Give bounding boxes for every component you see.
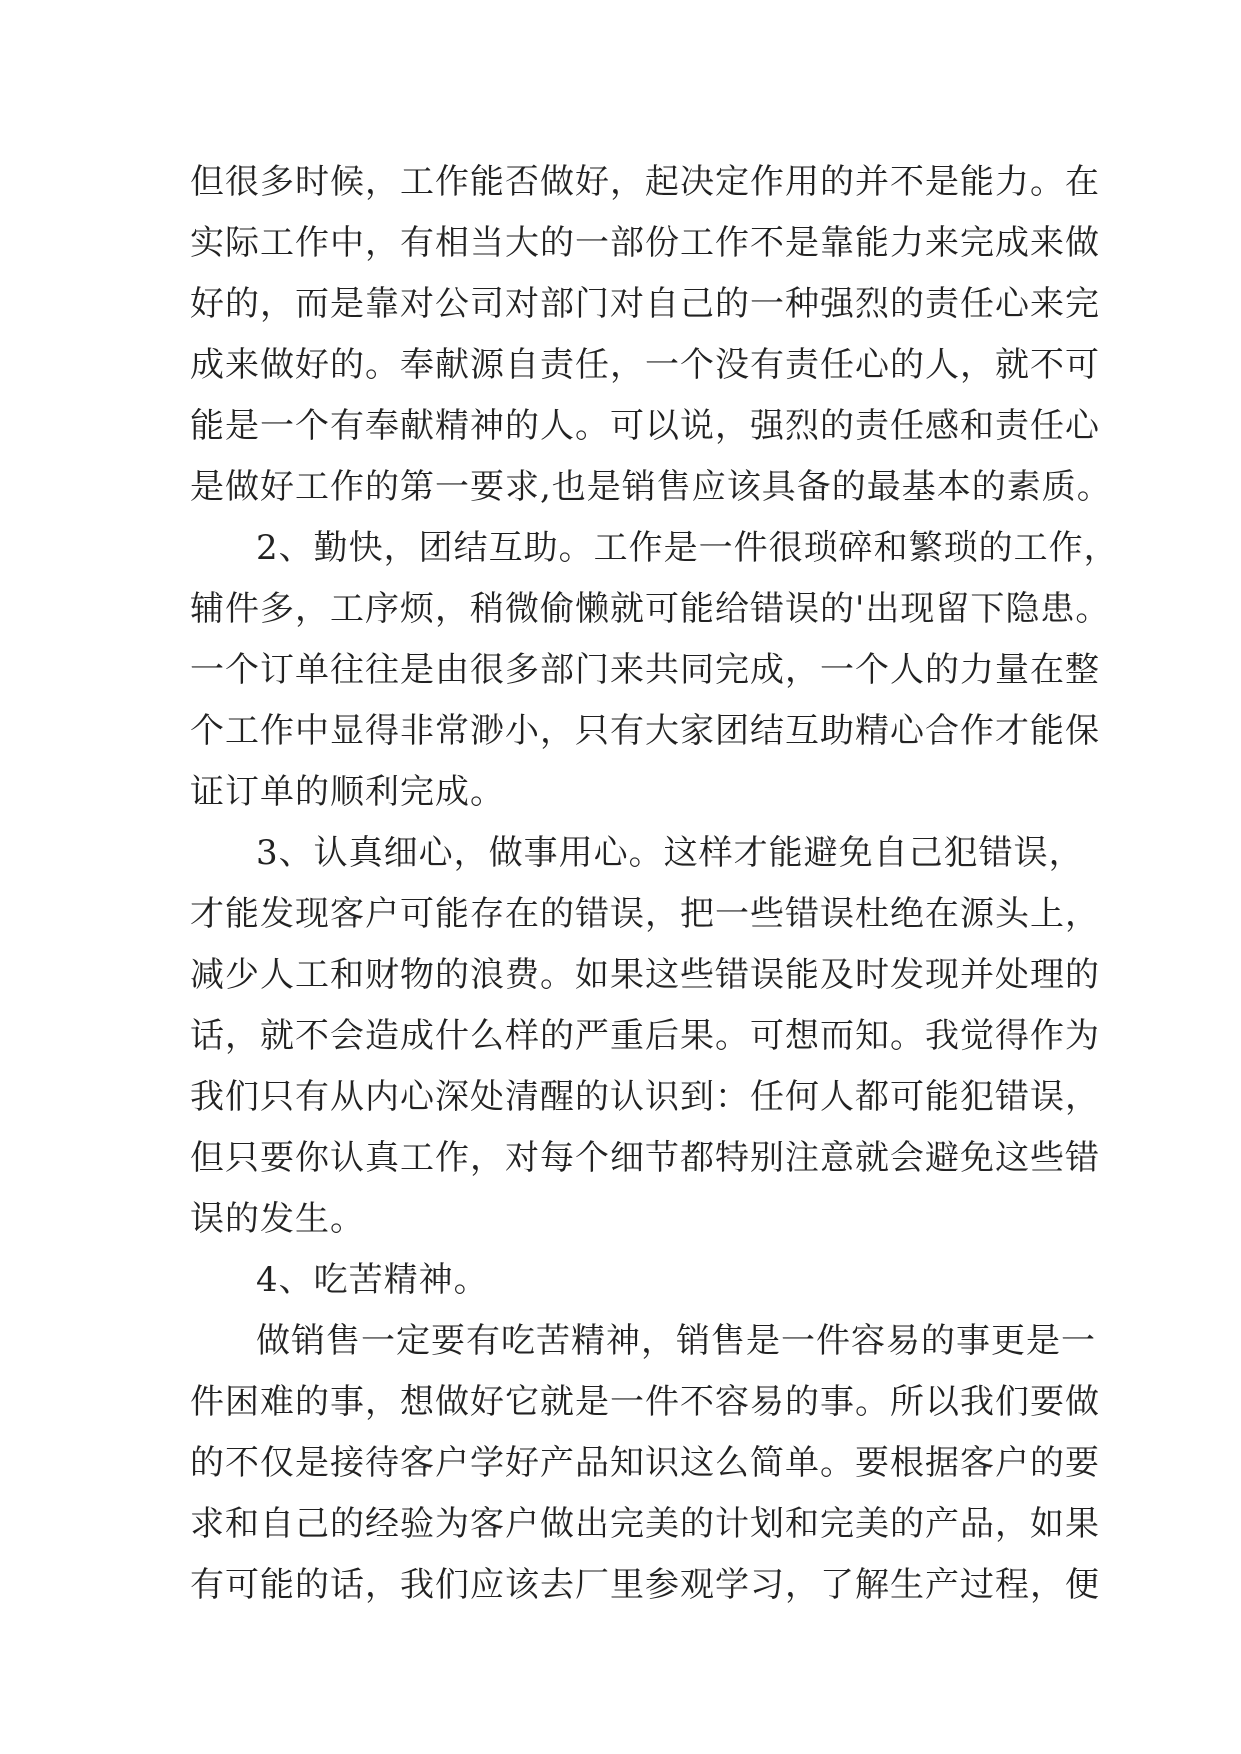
body-text — [190, 152, 1119, 1616]
text-line: 我们只有从内心深处清醒的认识到：任何人都可能犯错误， — [190, 1077, 1100, 1117]
text-line: 实际工作中，有相当大的一部份工作不是靠能力来完成来做 — [190, 223, 1100, 263]
text-line: 成来做好的。奉献源自责任，一个没有责任心的人，就不可 — [190, 345, 1100, 385]
text-line: 2、勤快，团结互助。工作是一件很琐碎和繁琐的工作， — [256, 528, 1119, 568]
text-line: 有可能的话，我们应该去厂里参观学习，了解生产过程，便 — [190, 1565, 1100, 1605]
text-line: 件困难的事，想做好它就是一件不容易的事。所以我们要做 — [190, 1382, 1100, 1422]
text-line: 但只要你认真工作，对每个细节都特别注意就会避免这些错 — [190, 1138, 1100, 1178]
text-line: 求和自己的经验为客户做出完美的计划和完美的产品，如果 — [190, 1504, 1100, 1544]
text-line: 一个订单往往是由很多部门来共同完成，一个人的力量在整 — [190, 650, 1100, 690]
text-line: 3、认真细心，做事用心。这样才能避免自己犯错误， — [256, 833, 1084, 873]
text-line: 才能发现客户可能存在的错误，把一些错误杜绝在源头上， — [190, 894, 1100, 934]
text-line: 个工作中显得非常渺小，只有大家团结互助精心合作才能保 — [190, 711, 1100, 751]
text-line: 能是一个有奉献精神的人。可以说，强烈的责任感和责任心 — [190, 406, 1100, 446]
text-line: 做销售一定要有吃苦精神，销售是一件容易的事更是一 — [256, 1321, 1096, 1361]
text-line: 的不仅是接待客户学好产品知识这么简单。要根据客户的要 — [190, 1443, 1100, 1483]
text-line: 误的发生。 — [190, 1199, 365, 1239]
text-line: 好的，而是靠对公司对部门对自己的一种强烈的责任心来完 — [190, 284, 1100, 324]
text-line: 是做好工作的第一要求,也是销售应该具备的最基本的素质。 — [190, 467, 1112, 507]
text-line: 证订单的顺利完成。 — [190, 772, 505, 812]
text-line: 但很多时候，工作能否做好，起决定作用的并不是能力。在 — [190, 162, 1100, 202]
text-line: 4、吃苦精神。 — [256, 1260, 489, 1300]
text-line: 减少人工和财物的浪费。如果这些错误能及时发现并处理的 — [190, 955, 1100, 995]
text-line: 话，就不会造成什么样的严重后果。可想而知。我觉得作为 — [190, 1016, 1100, 1056]
text-line: 辅件多，工序烦，稍微偷懒就可能给错误的'出现留下隐患。 — [190, 589, 1111, 629]
